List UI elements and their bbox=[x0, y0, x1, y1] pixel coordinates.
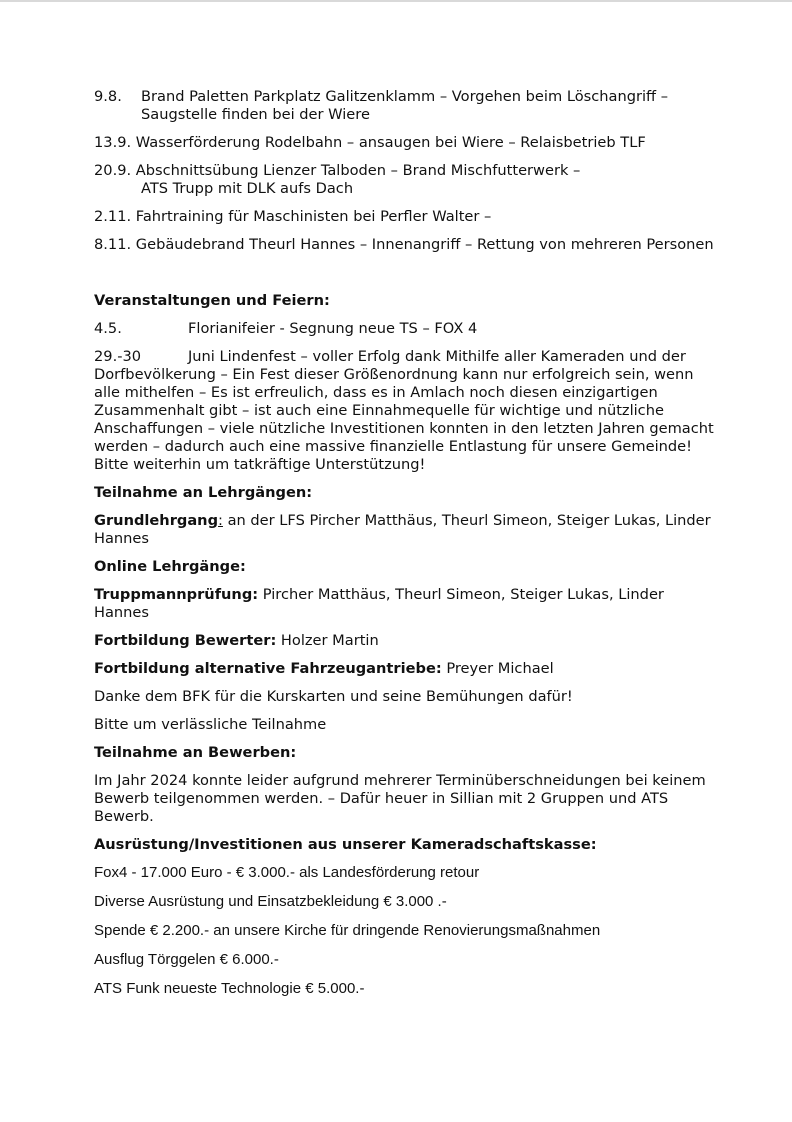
course-judges-text: Holzer Martin bbox=[276, 632, 379, 649]
entry-text-continuation: Saugstelle finden bei der Wiere bbox=[141, 106, 370, 123]
course-basic-text: an der LFS Pircher Matthäus, Theurl Simeon, Steiger Lukas, Linder Hannes bbox=[94, 512, 711, 547]
entry-date: 2.11. bbox=[94, 208, 132, 225]
training-entry bbox=[94, 134, 714, 152]
training-entry bbox=[94, 208, 714, 226]
event-entry bbox=[94, 320, 714, 338]
entry-text: Gebäudebrand Theurl Hannes – Innenangriff – Rettung von mehreren Personen bbox=[135, 236, 714, 253]
course-drives bbox=[94, 660, 714, 678]
equipment-heading: Ausrüstung/Investitionen aus unserer Kameradschaftskasse: bbox=[94, 836, 597, 853]
entry-date: 20.9. bbox=[94, 162, 132, 179]
training-entry bbox=[94, 88, 714, 124]
entry-date: 9.8. bbox=[94, 88, 122, 105]
equipment-item: Fox4 - 17.000 Euro - € 3.000.- als Landesförderung retour bbox=[94, 864, 480, 881]
entry-text: Brand Paletten Parkplatz Galitzenklamm – Vorgehen beim Löschangriff – bbox=[141, 88, 668, 105]
equipment-item: Diverse Ausrüstung und Einsatzbekleidung € 3.000 .- bbox=[94, 893, 447, 910]
entry-date: 13.9. bbox=[94, 134, 132, 151]
course-judges-label: Fortbildung Bewerter: bbox=[94, 632, 277, 649]
course-basic-label: Grundlehrgang bbox=[94, 512, 219, 529]
course-troop-text: Pircher Matthäus, Theurl Simeon, Steiger Lukas, Linder Hannes bbox=[94, 586, 664, 621]
entry-date: 8.11. bbox=[94, 236, 132, 253]
event-entry bbox=[94, 348, 714, 474]
event-date: 4.5. bbox=[94, 320, 122, 337]
courses-request: Bitte um verlässliche Teilnahme bbox=[94, 716, 327, 733]
course-basic-colon: : bbox=[218, 512, 223, 529]
courses-thanks: Danke dem BFK für die Kurskarten und seine Bemühungen dafür! bbox=[94, 688, 573, 705]
course-troop-label: Truppmannprüfung: bbox=[94, 586, 259, 603]
course-drives-text: Preyer Michael bbox=[441, 660, 554, 677]
equipment-item: Spende € 2.200.- an unsere Kirche für dringende Renovierungsmaßnahmen bbox=[94, 922, 601, 939]
document-page bbox=[94, 88, 714, 1009]
page-top-border bbox=[0, 0, 792, 2]
event-text: Florianifeier - Segnung neue TS – FOX 4 bbox=[188, 320, 478, 337]
online-courses-heading: Online Lehrgänge: bbox=[94, 558, 246, 575]
competitions-heading: Teilnahme an Bewerben: bbox=[94, 744, 297, 761]
entry-text: Abschnittsübung Lienzer Talboden – Brand Mischfutterwerk – bbox=[135, 162, 581, 179]
course-basic bbox=[94, 512, 714, 548]
equipment-item: ATS Funk neueste Technologie € 5.000.- bbox=[94, 980, 365, 997]
course-troop bbox=[94, 586, 714, 622]
course-drives-label: Fortbildung alternative Fahrzeugantriebe: bbox=[94, 660, 442, 677]
events-heading: Veranstaltungen und Feiern: bbox=[94, 292, 330, 309]
training-entry bbox=[94, 236, 714, 254]
entry-text: Fahrtraining für Maschinisten bei Perfler Walter – bbox=[135, 208, 492, 225]
entry-text: Wasserförderung Rodelbahn – ansaugen bei Wiere – Relaisbetrieb TLF bbox=[135, 134, 646, 151]
event-date: 29.-30 bbox=[94, 348, 142, 365]
courses-heading: Teilnahme an Lehrgängen: bbox=[94, 484, 313, 501]
training-entry bbox=[94, 162, 714, 198]
event-text: Juni Lindenfest – voller Erfolg dank Mithilfe aller Kameraden und der Dorfbevölkerung – Ein Fest dieser Größenordnung kann nur erfolgreich sein, wenn alle mithelfen – Es ist erfreulich, dass es in Amlach noch diesen einzigartigen Zusammenhalt gibt – ist auch eine Einnahmequelle für wichtige und nützliche Anschaffungen – viele nützliche Investitionen konnten in den letzten Jahren gemacht werden – dadurch auch eine massive finanzielle Entlastung für unsere Gemeinde! Bitte weiterhin um tatkräftige Unterstützung! bbox=[94, 348, 714, 473]
section-spacer bbox=[94, 264, 714, 292]
equipment-item: Ausflug Törggelen € 6.000.- bbox=[94, 951, 279, 968]
entry-text-continuation: ATS Trupp mit DLK aufs Dach bbox=[141, 180, 354, 197]
course-judges bbox=[94, 632, 714, 650]
competitions-text: Im Jahr 2024 konnte leider aufgrund mehrerer Terminüberschneidungen bei keinem Bewerb teilgenommen werden. – Dafür heuer in Sillian mit 2 Gruppen und ATS Bewerb. bbox=[94, 772, 706, 825]
